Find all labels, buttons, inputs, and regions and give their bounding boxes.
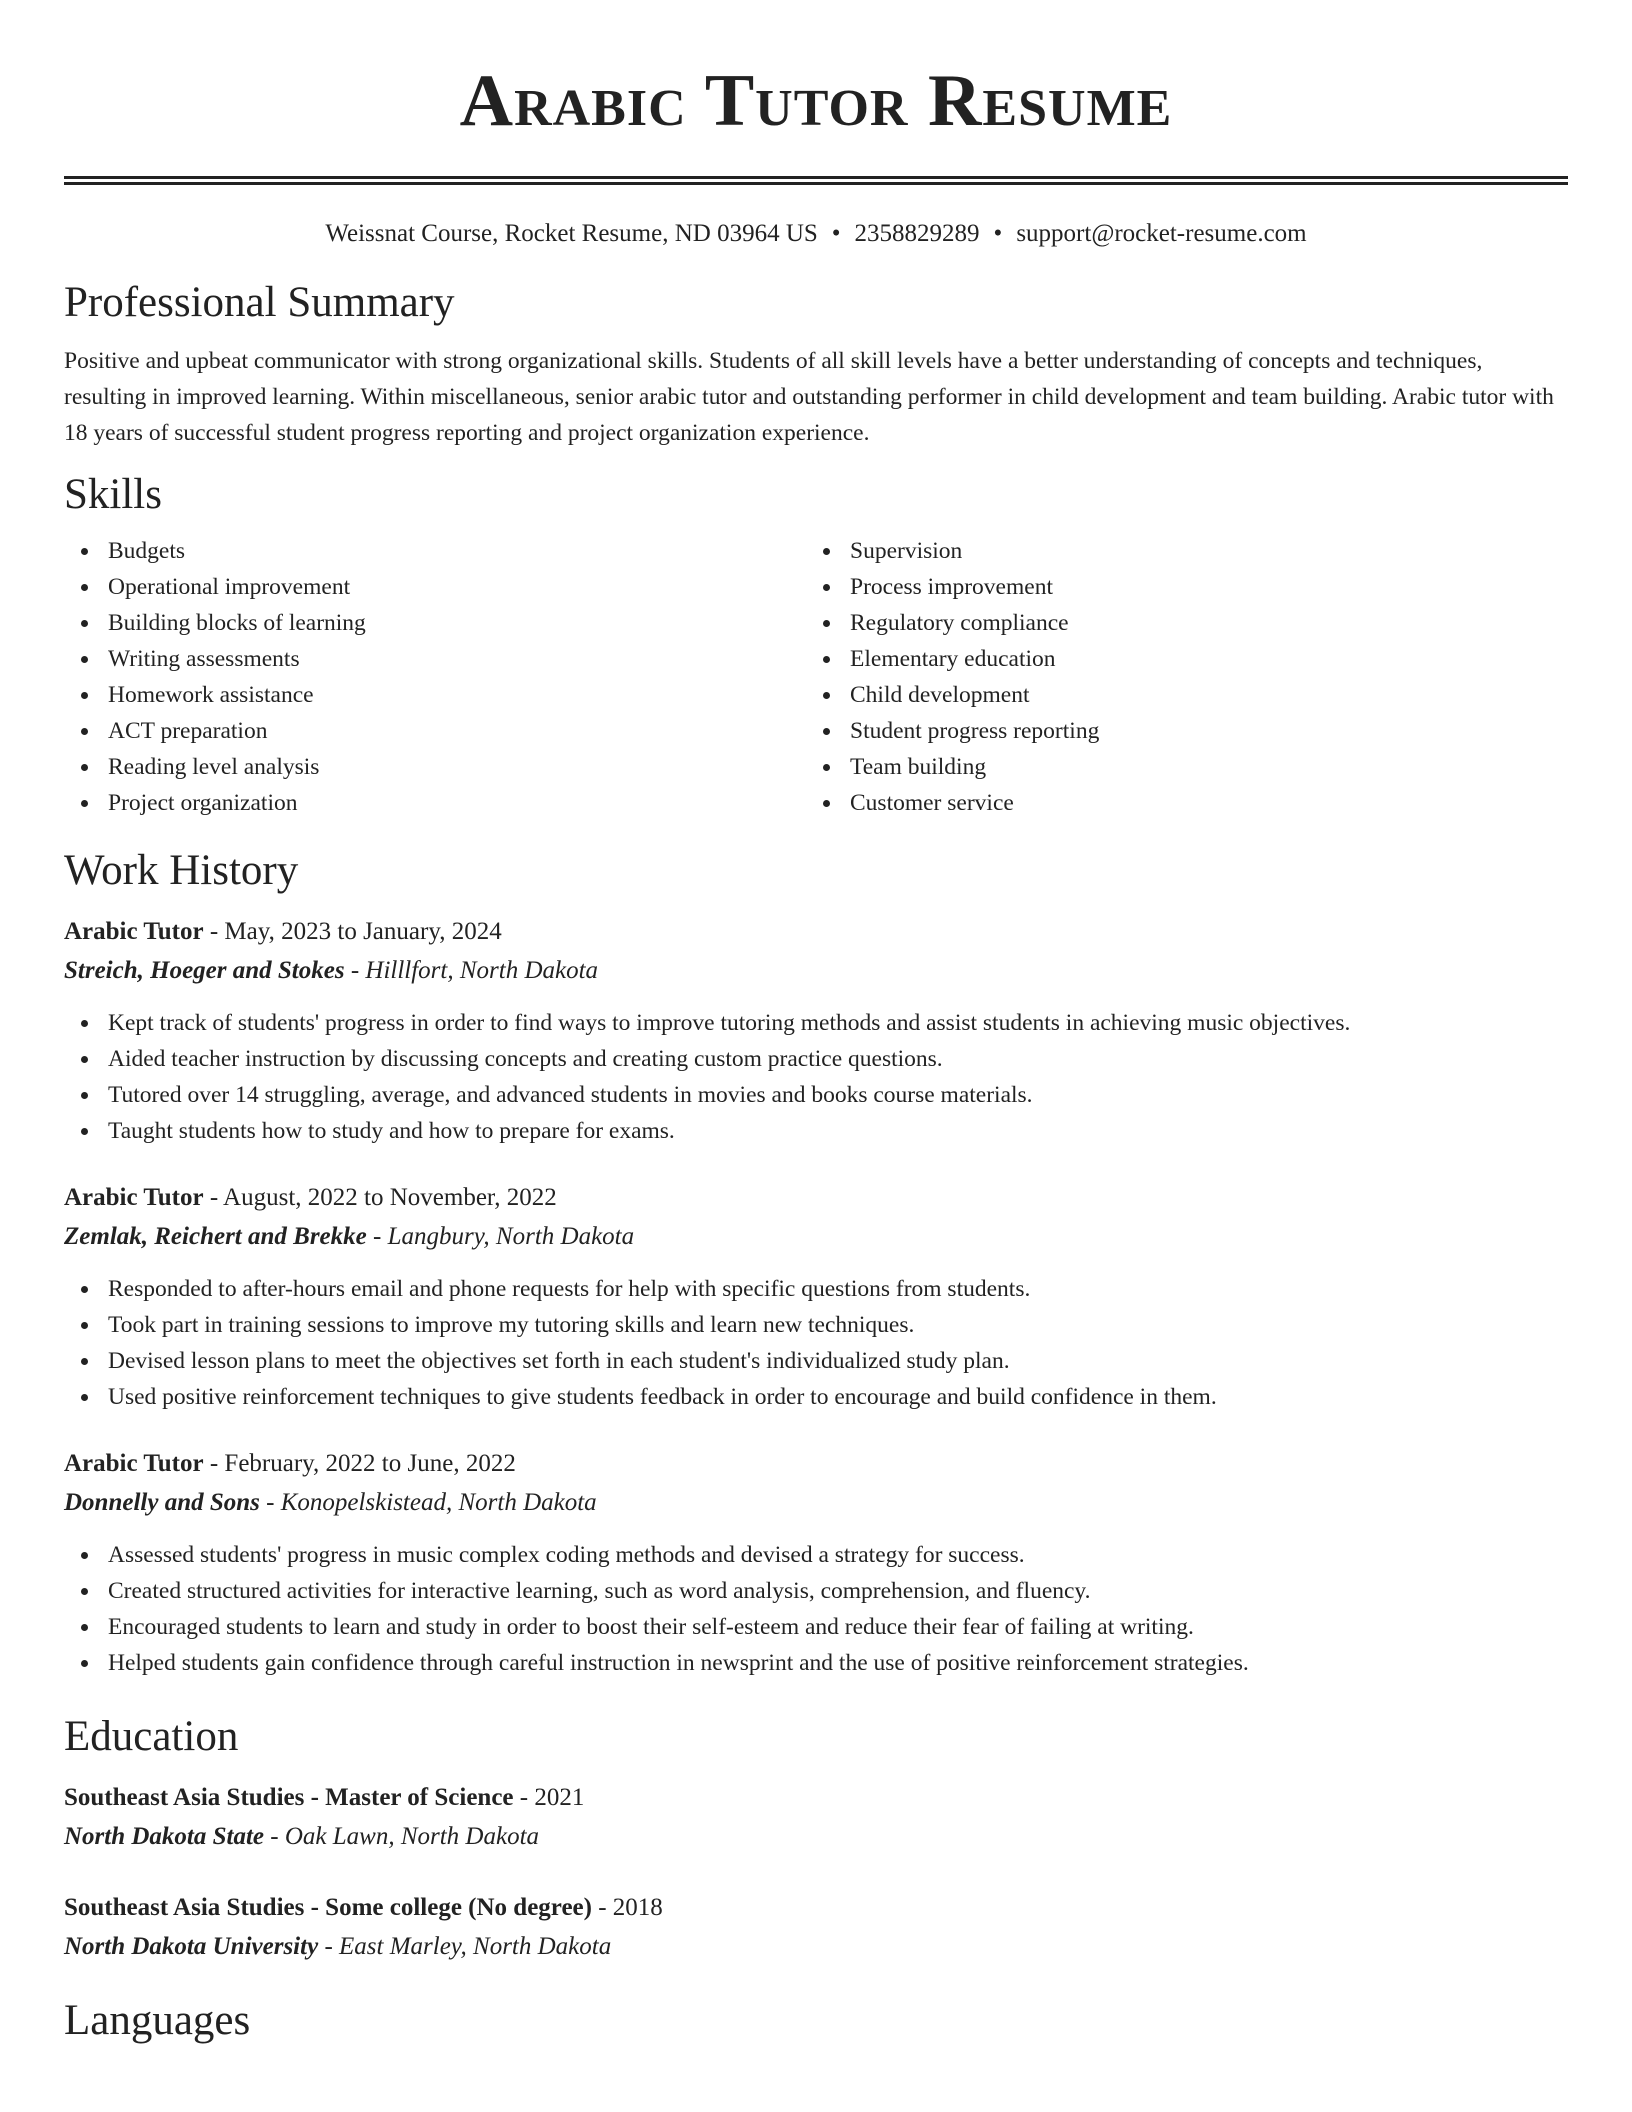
skill-item: Child development — [806, 677, 1548, 713]
education-location: - Oak Lawn, North Dakota — [264, 1823, 540, 1850]
job-location: - Konopelskistead, North Dakota — [259, 1489, 597, 1516]
job-entry — [64, 1179, 1568, 1415]
job-company-line — [64, 951, 1568, 991]
education-entry — [64, 1889, 1568, 1967]
job-location: - Langbury, North Dakota — [366, 1223, 635, 1250]
education-school-line — [64, 1817, 1568, 1857]
job-title: Arabic Tutor — [64, 918, 204, 945]
resume-title: Arabic Tutor Resume — [459, 60, 1173, 142]
job-duty-item: Tutored over 14 struggling, average, and advanced students in movies and books course materials. — [64, 1077, 1568, 1113]
job-duty-item: Kept track of students' progress in order to find ways to improve tutoring methods and assist students in achieving music objectives. — [64, 1005, 1568, 1041]
skill-item: Elementary education — [806, 641, 1548, 677]
education-year: - 2021 — [513, 1784, 585, 1811]
skill-item: Homework assistance — [64, 677, 806, 713]
job-duty-item: Helped students gain confidence through careful instruction in newsprint and the use of positive reinforcement strategies. — [64, 1645, 1568, 1681]
education-entry — [64, 1779, 1568, 1857]
title-divider — [64, 176, 1568, 185]
job-duty-item: Encouraged students to learn and study in order to boost their self-esteem and reduce their fear of failing at writing. — [64, 1609, 1568, 1645]
job-company: Zemlak, Reichert and Brekke — [64, 1223, 367, 1250]
job-duties — [64, 1271, 1568, 1415]
education-degree-line — [64, 1889, 1568, 1927]
skill-item: ACT preparation — [64, 713, 806, 749]
job-entry — [64, 1445, 1568, 1681]
contact-address: Weissnat Course, Rocket Resume, ND 03964 US — [325, 220, 818, 247]
skill-item: Project organization — [64, 785, 806, 821]
skill-item: Regulatory compliance — [806, 605, 1548, 641]
work-history-heading: Work History — [64, 847, 299, 894]
skill-item: Process improvement — [806, 569, 1548, 605]
job-duty-item: Responded to after-hours email and phone requests for help with specific questions from students. — [64, 1271, 1568, 1307]
job-duty-item: Taught students how to study and how to prepare for exams. — [64, 1113, 1568, 1149]
job-duties — [64, 1537, 1568, 1681]
languages-heading: Languages — [64, 1997, 251, 2044]
job-duty-item: Aided teacher instruction by discussing concepts and creating custom practice questions. — [64, 1041, 1568, 1077]
job-title: Arabic Tutor — [64, 1450, 204, 1477]
education-degree: Southeast Asia Studies - Some college (No degree) — [64, 1894, 592, 1921]
job-entry — [64, 913, 1568, 1149]
contact-separator: • — [993, 220, 1003, 247]
education-year: - 2018 — [591, 1894, 663, 1921]
skills-list — [64, 533, 1568, 821]
job-company-line — [64, 1483, 1568, 1523]
job-duty-item: Took part in training sessions to improve my tutoring skills and learn new techniques. — [64, 1307, 1568, 1343]
job-duty-item: Used positive reinforcement techniques to give students feedback in order to encourage and build confidence in them. — [64, 1379, 1568, 1415]
education-school: North Dakota State — [64, 1823, 265, 1850]
education-degree-line — [64, 1779, 1568, 1817]
education-heading: Education — [64, 1713, 239, 1760]
education-school: North Dakota University — [64, 1933, 319, 1960]
job-duty-item: Assessed students' progress in music complex coding methods and devised a strategy for success. — [64, 1537, 1568, 1573]
job-company-line — [64, 1217, 1568, 1257]
job-dates: - February, 2022 to June, 2022 — [203, 1450, 516, 1477]
contact-separator: • — [831, 220, 841, 247]
skill-item: Customer service — [806, 785, 1548, 821]
job-location: - Hilllfort, North Dakota — [344, 957, 599, 984]
job-duties — [64, 1005, 1568, 1149]
job-title-line — [64, 1445, 1568, 1483]
skills-column-right — [806, 533, 1548, 821]
summary-text: Positive and upbeat communicator with strong organizational skills. Students of all skill levels have a better understanding of concepts and techniques, resulting in improved learning. Within miscellaneous, senior arabic tutor and outstanding performer in child development and team building. Arabic tutor with 18 years of successful student progress reporting and project organization experience. — [64, 348, 1554, 446]
education-school-line — [64, 1927, 1568, 1967]
job-title-line — [64, 913, 1568, 951]
education-location: - East Marley, North Dakota — [318, 1933, 612, 1960]
skill-item: Writing assessments — [64, 641, 806, 677]
job-title: Arabic Tutor — [64, 1184, 204, 1211]
skill-item: Student progress reporting — [806, 713, 1548, 749]
skill-item: Budgets — [64, 533, 806, 569]
skill-item: Operational improvement — [64, 569, 806, 605]
skill-item: Building blocks of learning — [64, 605, 806, 641]
skills-column-left — [64, 533, 806, 821]
skill-item: Team building — [806, 749, 1548, 785]
skills-heading: Skills — [64, 471, 162, 518]
job-company: Streich, Hoeger and Stokes — [64, 957, 345, 984]
job-dates: - August, 2022 to November, 2022 — [203, 1184, 557, 1211]
skill-item: Supervision — [806, 533, 1548, 569]
job-company: Donnelly and Sons — [64, 1489, 260, 1516]
skill-item: Reading level analysis — [64, 749, 806, 785]
job-title-line — [64, 1179, 1568, 1217]
job-duty-item: Devised lesson plans to meet the objectives set forth in each student's individualized study plan. — [64, 1343, 1568, 1379]
summary-heading: Professional Summary — [64, 279, 455, 326]
job-dates: - May, 2023 to January, 2024 — [203, 918, 502, 945]
contact-email[interactable]: support@rocket-resume.com — [1016, 220, 1307, 247]
education-degree: Southeast Asia Studies - Master of Science — [64, 1784, 514, 1811]
contact-phone[interactable]: 2358829289 — [854, 220, 980, 247]
contact-line — [64, 217, 1568, 251]
job-duty-item: Created structured activities for interactive learning, such as word analysis, comprehension, and fluency. — [64, 1573, 1568, 1609]
